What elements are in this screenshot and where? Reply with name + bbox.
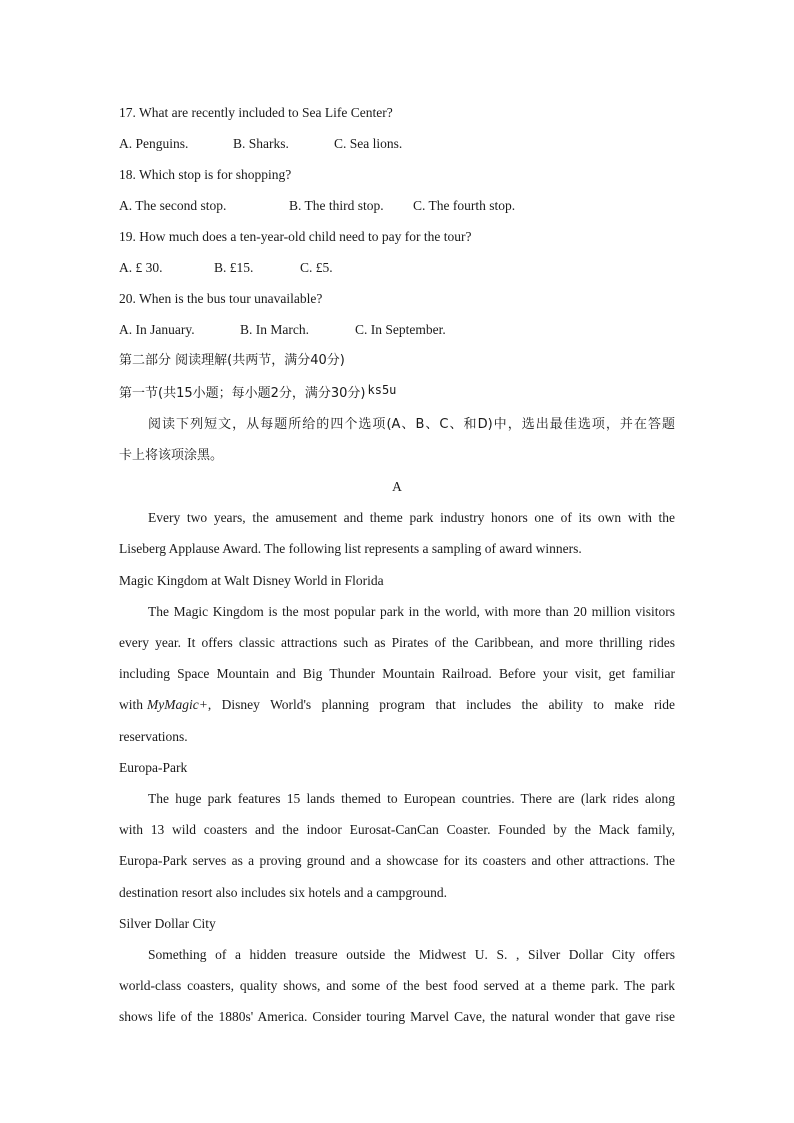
option-b: B. Sharks.: [233, 136, 289, 151]
option-a: A. Penguins.: [119, 136, 189, 151]
option-a: A. In January.: [119, 322, 195, 337]
intro-line-2: Liseberg Applause Award. The following list represents a sampling of award winners.: [119, 541, 582, 556]
program-name: MyMagic+: [147, 697, 208, 712]
park-heading-silver-dollar-city: Silver Dollar City: [119, 916, 216, 931]
paragraph-line: world-class coasters, quality shows, and some of the best food served at a theme park. The park: [119, 978, 675, 993]
option-b: B. The third stop.: [289, 198, 384, 213]
paragraph-line: The Magic Kingdom is the most popular park in the world, with more than 20 million visitors: [148, 604, 675, 619]
option-b: B. In March.: [240, 322, 309, 337]
text-fragment-group: [147, 696, 675, 714]
paragraph-line: destination resort also includes six hotels and a campground.: [119, 885, 448, 900]
passage-letter: A: [392, 479, 402, 494]
source-mark: ks5u: [367, 383, 397, 397]
paragraph-line: with 13 wild coasters and the indoor Eurosat-CanCan Coaster. Founded by the Mack family,: [119, 822, 675, 837]
option-a: A. The second stop.: [119, 198, 227, 213]
question-20-stem: 20. When is the bus tour unavailable?: [119, 291, 323, 306]
section-heading: [119, 384, 675, 403]
instruction-line-1: 阅读下列短文，从每题所给的四个选项(A、B、C、和D)中，选出最佳选项，并在答题: [148, 417, 675, 432]
question-18-stem: 18. Which stop is for shopping?: [119, 167, 292, 182]
paragraph-line: every year. It offers classic attractions such as Pirates of the Caribbean, and more thrilling rides: [119, 635, 675, 650]
option-a: A. £ 30.: [119, 260, 163, 275]
paragraph-line: Something of a hidden treasure outside the Midwest U. S. , Silver Dollar City offers: [148, 947, 675, 962]
option-c: C. In September.: [355, 322, 446, 337]
instruction-line-2: 卡上将该项涂黑。: [119, 448, 224, 463]
section-heading-text: 第一节(共15小题；每小题2分，满分30分): [119, 386, 366, 401]
question-17-stem: 17. What are recently included to Sea Life Center?: [119, 105, 393, 120]
park-heading-magic-kingdom: Magic Kingdom at Walt Disney World in Florida: [119, 573, 384, 588]
paragraph-line: including Space Mountain and Big Thunder Mountain Railroad. Before your visit, get familiar: [119, 666, 675, 681]
question-19-stem: 19. How much does a ten-year-old child need to pay for the tour?: [119, 229, 472, 244]
paragraph-line: [119, 696, 675, 714]
text-fragment: , Disney World's planning program that includes the ability to make ride: [207, 697, 675, 712]
intro-line-1: Every two years, the amusement and theme park industry honors one of its own with the: [148, 510, 675, 525]
option-b: B. £15.: [214, 260, 254, 275]
option-c: C. £5.: [300, 260, 333, 275]
paragraph-line: The huge park features 15 lands themed to European countries. There are (lark rides along: [148, 791, 675, 806]
paragraph-line: shows life of the 1880s' America. Consider touring Marvel Cave, the natural wonder that gave rise: [119, 1009, 675, 1024]
option-c: C. The fourth stop.: [413, 198, 516, 213]
paragraph-line: Europa-Park serves as a proving ground and a showcase for its coasters and other attractions. The: [119, 853, 675, 868]
text-fragment: with: [119, 697, 144, 712]
part-heading: 第二部分 阅读理解(共两节，满分40分): [119, 353, 345, 368]
park-heading-europa-park: Europa-Park: [119, 760, 188, 775]
option-c: C. Sea lions.: [334, 136, 403, 151]
paragraph-line: reservations.: [119, 729, 188, 744]
